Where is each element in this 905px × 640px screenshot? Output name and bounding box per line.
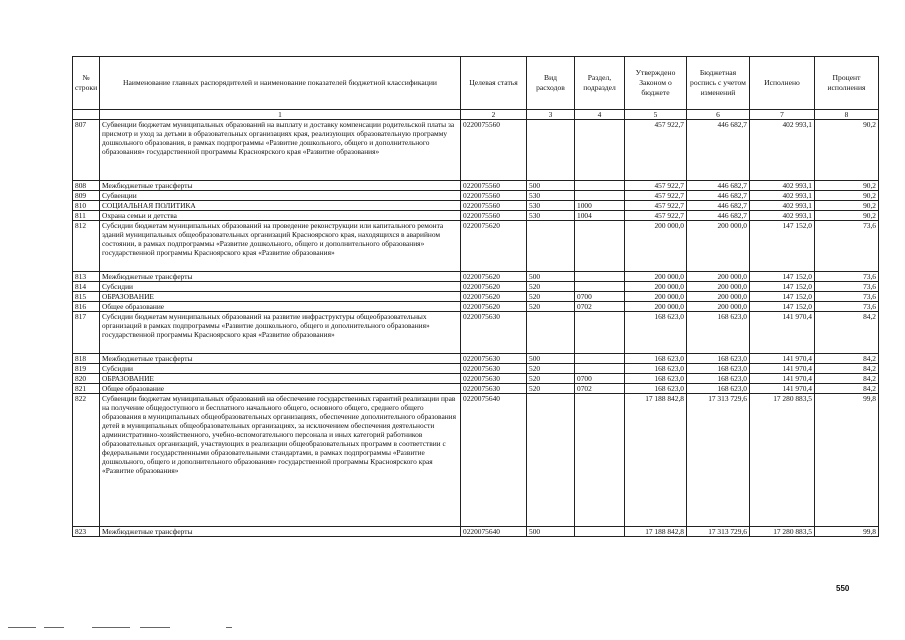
row-name: Общее образование	[100, 302, 461, 312]
execution-percent: 73,6	[815, 272, 879, 282]
expense-type	[527, 120, 575, 181]
section-code: 1000	[575, 201, 625, 211]
table-row	[73, 374, 879, 384]
planned-amount: 200 000,0	[687, 272, 750, 282]
header-razdel: Раздел, подраздел	[575, 57, 625, 110]
table-row	[73, 181, 879, 191]
table-row	[73, 312, 879, 354]
section-code: 0702	[575, 384, 625, 394]
executed-amount: 147 152,0	[750, 221, 815, 272]
execution-percent: 90,2	[815, 201, 879, 211]
target-article: 0220075630	[461, 364, 527, 374]
approved-amount: 200 000,0	[625, 302, 687, 312]
approved-amount: 17 188 842,8	[625, 527, 687, 537]
column-number: 7	[750, 110, 815, 120]
section-code	[575, 221, 625, 272]
column-number	[73, 110, 100, 120]
row-number: 818	[73, 354, 100, 364]
section-code	[575, 191, 625, 201]
expense-type: 530	[527, 191, 575, 201]
header-percent: Процент исполнения	[815, 57, 879, 110]
expense-type: 520	[527, 302, 575, 312]
table-row	[73, 364, 879, 374]
approved-amount: 457 922,7	[625, 201, 687, 211]
planned-amount: 168 623,0	[687, 354, 750, 364]
row-name: Межбюджетные трансферты	[100, 272, 461, 282]
executed-amount: 402 993,1	[750, 191, 815, 201]
section-code: 0702	[575, 302, 625, 312]
approved-amount: 168 623,0	[625, 364, 687, 374]
executed-amount: 402 993,1	[750, 201, 815, 211]
expense-type	[527, 312, 575, 354]
execution-percent: 73,6	[815, 302, 879, 312]
expense-type: 520	[527, 364, 575, 374]
execution-percent: 73,6	[815, 292, 879, 302]
section-code: 0700	[575, 374, 625, 384]
target-article: 0220075560	[461, 201, 527, 211]
row-name: Межбюджетные трансферты	[100, 527, 461, 537]
row-number: 823	[73, 527, 100, 537]
planned-amount: 17 313 729,6	[687, 527, 750, 537]
executed-amount: 147 152,0	[750, 302, 815, 312]
row-name: Межбюджетные трансферты	[100, 181, 461, 191]
section-code	[575, 120, 625, 181]
expense-type: 520	[527, 374, 575, 384]
section-code	[575, 282, 625, 292]
column-number: 1	[100, 110, 461, 120]
row-number: 819	[73, 364, 100, 374]
header-row-no: № строки	[73, 57, 100, 110]
planned-amount: 200 000,0	[687, 282, 750, 292]
row-number: 817	[73, 312, 100, 354]
planned-amount: 446 682,7	[687, 191, 750, 201]
planned-amount: 200 000,0	[687, 221, 750, 272]
column-number: 5	[625, 110, 687, 120]
executed-amount: 402 993,1	[750, 211, 815, 221]
planned-amount: 446 682,7	[687, 201, 750, 211]
execution-percent: 90,2	[815, 191, 879, 201]
row-number: 810	[73, 201, 100, 211]
executed-amount: 402 993,1	[750, 120, 815, 181]
execution-percent: 99,8	[815, 394, 879, 527]
column-number: 3	[527, 110, 575, 120]
approved-amount: 457 922,7	[625, 211, 687, 221]
execution-percent: 73,6	[815, 221, 879, 272]
row-number: 813	[73, 272, 100, 282]
budget-sheet	[72, 56, 878, 537]
table-row	[73, 292, 879, 302]
row-name: Субсидии	[100, 282, 461, 292]
expense-type	[527, 221, 575, 272]
page-number: 550	[836, 584, 850, 593]
row-name: Субвенции бюджетам муниципальных образований на выплату и доставку компенсации родительской платы за присмотр и уход за детьми в образовательных организациях края, реализующих образовательную программу дошкольного образования, в рамках подпрограммы «Развитие дошкольного, общего и дополнительного образования» государственной программы Красноярского края «Развитие образования»	[100, 120, 461, 181]
row-number: 807	[73, 120, 100, 181]
executed-amount: 141 970,4	[750, 354, 815, 364]
column-number: 2	[461, 110, 527, 120]
expense-type: 520	[527, 282, 575, 292]
execution-percent: 84,2	[815, 374, 879, 384]
approved-amount: 200 000,0	[625, 272, 687, 282]
header-executed: Исполнено	[750, 57, 815, 110]
execution-percent: 90,2	[815, 181, 879, 191]
expense-type: 500	[527, 272, 575, 282]
planned-amount: 168 623,0	[687, 364, 750, 374]
approved-amount: 17 188 842,8	[625, 394, 687, 527]
scan-artifact-marks	[0, 627, 260, 633]
target-article: 0220075620	[461, 221, 527, 272]
executed-amount: 402 993,1	[750, 181, 815, 191]
target-article: 0220075560	[461, 120, 527, 181]
planned-amount: 200 000,0	[687, 302, 750, 312]
row-number: 809	[73, 191, 100, 201]
target-article: 0220075640	[461, 394, 527, 527]
approved-amount: 457 922,7	[625, 120, 687, 181]
execution-percent: 84,2	[815, 354, 879, 364]
approved-amount: 168 623,0	[625, 374, 687, 384]
row-name: Субсидии бюджетам муниципальных образований на проведение реконструкции или капитального ремонта зданий муниципальных общеобразовательных организаций Красноярского края, находящихся в аварийном состоянии, в рамках подпрограммы «Развитие дошкольного, общего и дополнительного образования» государственной программы Красноярского края «Развитие образования»	[100, 221, 461, 272]
executed-amount: 17 280 883,5	[750, 527, 815, 537]
approved-amount: 200 000,0	[625, 292, 687, 302]
executed-amount: 17 280 883,5	[750, 394, 815, 527]
expense-type: 520	[527, 292, 575, 302]
approved-amount: 168 623,0	[625, 354, 687, 364]
planned-amount: 17 313 729,6	[687, 394, 750, 527]
header-vid: Вид расходов	[527, 57, 575, 110]
section-code	[575, 354, 625, 364]
expense-type: 500	[527, 354, 575, 364]
execution-percent: 84,2	[815, 312, 879, 354]
header-planned: Бюджетная роспись с учетом изменений	[687, 57, 750, 110]
section-code	[575, 181, 625, 191]
row-name: СОЦИАЛЬНАЯ ПОЛИТИКА	[100, 201, 461, 211]
target-article: 0220075620	[461, 302, 527, 312]
expense-type: 500	[527, 527, 575, 537]
approved-amount: 200 000,0	[625, 221, 687, 272]
header-approved: Утверждено Законом о бюджете	[625, 57, 687, 110]
row-number: 811	[73, 211, 100, 221]
target-article: 0220075560	[461, 181, 527, 191]
section-code	[575, 312, 625, 354]
target-article: 0220075640	[461, 527, 527, 537]
approved-amount: 168 623,0	[625, 384, 687, 394]
target-article: 0220075620	[461, 292, 527, 302]
table-row	[73, 272, 879, 282]
column-number: 8	[815, 110, 879, 120]
target-article: 0220075630	[461, 384, 527, 394]
row-number: 814	[73, 282, 100, 292]
executed-amount: 147 152,0	[750, 272, 815, 282]
expense-type: 530	[527, 211, 575, 221]
row-name: Охрана семьи и детства	[100, 211, 461, 221]
table-row	[73, 211, 879, 221]
approved-amount: 200 000,0	[625, 282, 687, 292]
section-code: 1004	[575, 211, 625, 221]
target-article: 0220075630	[461, 312, 527, 354]
header-target: Целевая статья	[461, 57, 527, 110]
executed-amount: 141 970,4	[750, 364, 815, 374]
table-row	[73, 527, 879, 537]
execution-percent: 84,2	[815, 384, 879, 394]
planned-amount: 200 000,0	[687, 292, 750, 302]
planned-amount: 446 682,7	[687, 120, 750, 181]
executed-amount: 147 152,0	[750, 292, 815, 302]
column-number: 4	[575, 110, 625, 120]
approved-amount: 457 922,7	[625, 181, 687, 191]
table-row	[73, 201, 879, 211]
row-number: 812	[73, 221, 100, 272]
row-name: Субвенции	[100, 191, 461, 201]
table-body	[73, 120, 879, 537]
planned-amount: 168 623,0	[687, 374, 750, 384]
expense-type: 530	[527, 201, 575, 211]
header-row	[73, 57, 879, 110]
table-row	[73, 221, 879, 272]
expense-type	[527, 394, 575, 527]
section-code	[575, 394, 625, 527]
table-row	[73, 191, 879, 201]
table-row	[73, 394, 879, 527]
table-row	[73, 354, 879, 364]
target-article: 0220075620	[461, 282, 527, 292]
target-article: 0220075560	[461, 191, 527, 201]
budget-table	[72, 56, 879, 537]
execution-percent: 90,2	[815, 120, 879, 181]
target-article: 0220075560	[461, 211, 527, 221]
row-number: 815	[73, 292, 100, 302]
row-number: 822	[73, 394, 100, 527]
row-name: ОБРАЗОВАНИЕ	[100, 292, 461, 302]
table-row	[73, 282, 879, 292]
row-name: ОБРАЗОВАНИЕ	[100, 374, 461, 384]
section-code	[575, 527, 625, 537]
row-number: 821	[73, 384, 100, 394]
row-name: Межбюджетные трансферты	[100, 354, 461, 364]
planned-amount: 446 682,7	[687, 211, 750, 221]
planned-amount: 168 623,0	[687, 384, 750, 394]
executed-amount: 147 152,0	[750, 282, 815, 292]
expense-type: 520	[527, 384, 575, 394]
planned-amount: 168 623,0	[687, 312, 750, 354]
table-row	[73, 302, 879, 312]
executed-amount: 141 970,4	[750, 384, 815, 394]
row-name: Субсидии	[100, 364, 461, 374]
execution-percent: 73,6	[815, 282, 879, 292]
row-number: 816	[73, 302, 100, 312]
target-article: 0220075630	[461, 374, 527, 384]
row-name: Общее образование	[100, 384, 461, 394]
planned-amount: 446 682,7	[687, 181, 750, 191]
row-name: Субвенции бюджетам муниципальных образований на обеспечение государственных гарантий реализации прав на получение общедоступного и бесплатного начального общего, основного общего, среднего общего образования в муниципальных общеобразовательных организациях, обеспечение дополнительного образования детей в муниципальных общеобразовательных организациях, за исключением обеспечения деятельности административно-хозяйственного, учебно-вспомогательного персонала и иных категорий работников образовательных организаций, участвующих в реализации общеобразовательных программ в соответствии с федеральными государственными образовательными стандартами, в рамках подпрограммы «Развитие дошкольного, общего и дополнительного образования» государственной программы Красноярского края «Развитие образования»	[100, 394, 461, 527]
row-number: 820	[73, 374, 100, 384]
row-number: 808	[73, 181, 100, 191]
target-article: 0220075630	[461, 354, 527, 364]
approved-amount: 168 623,0	[625, 312, 687, 354]
table-row	[73, 120, 879, 181]
expense-type: 500	[527, 181, 575, 191]
section-code	[575, 364, 625, 374]
execution-percent: 90,2	[815, 211, 879, 221]
execution-percent: 84,2	[815, 364, 879, 374]
table-row	[73, 384, 879, 394]
executed-amount: 141 970,4	[750, 374, 815, 384]
row-name: Субсидии бюджетам муниципальных образований на развитие инфраструктуры общеобразовательных организаций в рамках подпрограммы «Развитие дошкольного, общего и дополнительного образования» государственной программы Красноярского края «Развитие образования»	[100, 312, 461, 354]
column-number-row	[73, 110, 879, 120]
section-code	[575, 272, 625, 282]
target-article: 0220075620	[461, 272, 527, 282]
header-name: Наименование главных распорядителей и наименование показателей бюджетной классификации	[100, 57, 461, 110]
approved-amount: 457 922,7	[625, 191, 687, 201]
executed-amount: 141 970,4	[750, 312, 815, 354]
column-number: 6	[687, 110, 750, 120]
section-code: 0700	[575, 292, 625, 302]
execution-percent: 99,8	[815, 527, 879, 537]
